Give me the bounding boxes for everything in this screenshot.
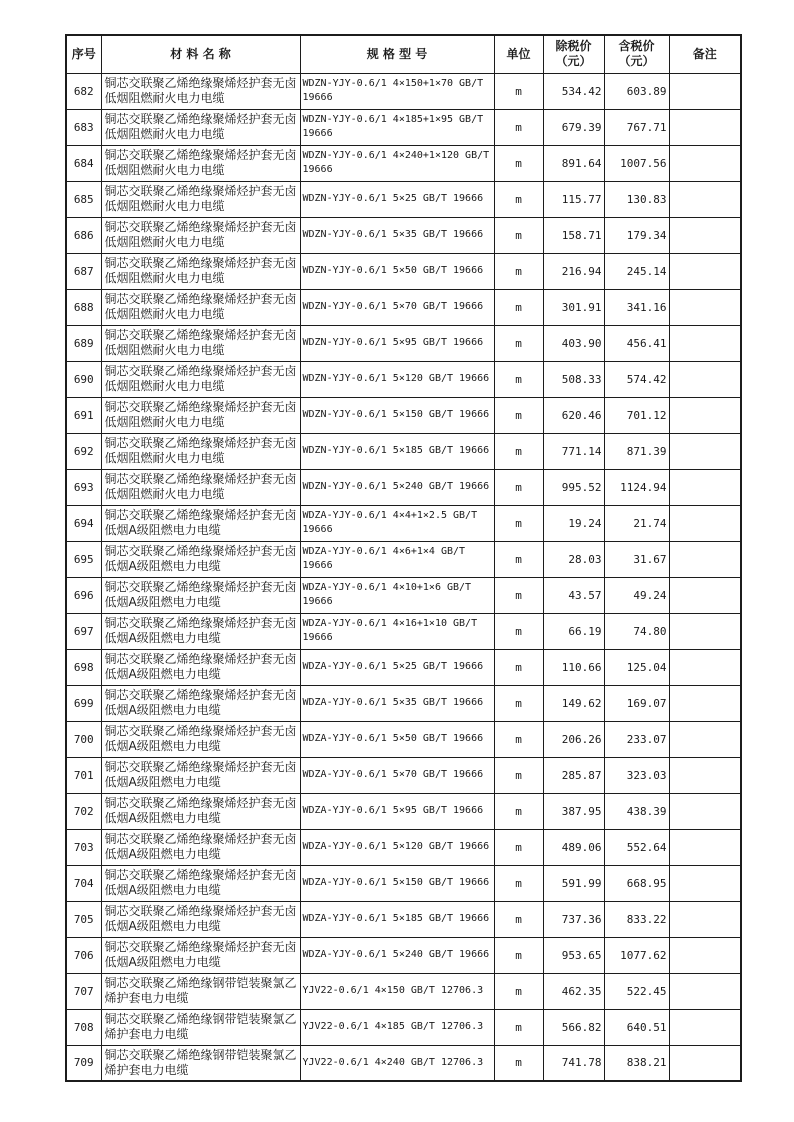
cell-remark (669, 433, 741, 469)
price-incl-tax-label-line2: （元） (618, 54, 655, 69)
material-price-table (65, 34, 742, 1082)
table-row (66, 973, 741, 1009)
cell-remark (669, 397, 741, 433)
table-row (66, 685, 741, 721)
cell-unit: m (494, 541, 543, 577)
table-row (66, 505, 741, 541)
cell-price-excl-tax: 115.77 (543, 181, 604, 217)
cell-spec-model: WDZN-YJY-0.6/1 5×120 GB/T 19666 (300, 361, 494, 397)
cell-remark (669, 757, 741, 793)
cell-unit: m (494, 649, 543, 685)
cell-unit: m (494, 109, 543, 145)
cell-material-name: 铜芯交联聚乙烯绝缘聚烯烃护套无卤低烟A级阻燃电力电缆 (101, 541, 300, 577)
table-row (66, 109, 741, 145)
cell-index: 682 (66, 73, 101, 109)
cell-index: 692 (66, 433, 101, 469)
cell-price-incl-tax: 125.04 (604, 649, 669, 685)
cell-price-incl-tax: 522.45 (604, 973, 669, 1009)
cell-remark (669, 253, 741, 289)
cell-price-excl-tax: 508.33 (543, 361, 604, 397)
cell-price-excl-tax: 110.66 (543, 649, 604, 685)
cell-price-excl-tax: 534.42 (543, 73, 604, 109)
cell-index: 709 (66, 1045, 101, 1081)
cell-material-name: 铜芯交联聚乙烯绝缘聚烯烃护套无卤低烟阻燃耐火电力电缆 (101, 325, 300, 361)
cell-unit: m (494, 433, 543, 469)
cell-index: 685 (66, 181, 101, 217)
cell-remark (669, 181, 741, 217)
cell-spec-model: WDZN-YJY-0.6/1 4×240+1×120 GB/T 19666 (300, 145, 494, 181)
cell-price-excl-tax: 149.62 (543, 685, 604, 721)
cell-unit: m (494, 145, 543, 181)
cell-index: 702 (66, 793, 101, 829)
cell-price-excl-tax: 620.46 (543, 397, 604, 433)
cell-price-incl-tax: 1007.56 (604, 145, 669, 181)
cell-index: 694 (66, 505, 101, 541)
cell-remark (669, 577, 741, 613)
cell-unit: m (494, 901, 543, 937)
cell-price-excl-tax: 301.91 (543, 289, 604, 325)
table-row (66, 145, 741, 181)
cell-index: 704 (66, 865, 101, 901)
table-row (66, 649, 741, 685)
cell-material-name: 铜芯交联聚乙烯绝缘钢带铠装聚氯乙烯护套电力电缆 (101, 1009, 300, 1045)
cell-price-excl-tax: 995.52 (543, 469, 604, 505)
cell-price-excl-tax: 771.14 (543, 433, 604, 469)
cell-material-name: 铜芯交联聚乙烯绝缘聚烯烃护套无卤低烟A级阻燃电力电缆 (101, 865, 300, 901)
table-row (66, 541, 741, 577)
table-row (66, 937, 741, 973)
table-row (66, 397, 741, 433)
cell-index: 701 (66, 757, 101, 793)
table-row (66, 829, 741, 865)
cell-spec-model: WDZA-YJY-0.6/1 5×150 GB/T 19666 (300, 865, 494, 901)
cell-unit: m (494, 577, 543, 613)
cell-spec-model: WDZA-YJY-0.6/1 5×25 GB/T 19666 (300, 649, 494, 685)
cell-remark (669, 289, 741, 325)
cell-remark (669, 685, 741, 721)
cell-price-excl-tax: 891.64 (543, 145, 604, 181)
cell-material-name: 铜芯交联聚乙烯绝缘聚烯烃护套无卤低烟A级阻燃电力电缆 (101, 721, 300, 757)
cell-price-incl-tax: 233.07 (604, 721, 669, 757)
cell-material-name: 铜芯交联聚乙烯绝缘聚烯烃护套无卤低烟阻燃耐火电力电缆 (101, 361, 300, 397)
cell-index: 691 (66, 397, 101, 433)
cell-unit: m (494, 289, 543, 325)
cell-remark (669, 721, 741, 757)
cell-material-name: 铜芯交联聚乙烯绝缘聚烯烃护套无卤低烟A级阻燃电力电缆 (101, 505, 300, 541)
cell-price-excl-tax: 489.06 (543, 829, 604, 865)
cell-material-name: 铜芯交联聚乙烯绝缘聚烯烃护套无卤低烟A级阻燃电力电缆 (101, 613, 300, 649)
cell-unit: m (494, 793, 543, 829)
table-row (66, 289, 741, 325)
cell-material-name: 铜芯交联聚乙烯绝缘聚烯烃护套无卤低烟阻燃耐火电力电缆 (101, 73, 300, 109)
cell-spec-model: WDZA-YJY-0.6/1 5×70 GB/T 19666 (300, 757, 494, 793)
table-row (66, 1045, 741, 1081)
cell-spec-model: WDZA-YJY-0.6/1 4×6+1×4 GB/T 19666 (300, 541, 494, 577)
cell-price-incl-tax: 603.89 (604, 73, 669, 109)
cell-price-incl-tax: 574.42 (604, 361, 669, 397)
cell-price-incl-tax: 438.39 (604, 793, 669, 829)
table-row (66, 325, 741, 361)
table-row (66, 577, 741, 613)
col-header-price-incl-tax (604, 35, 669, 73)
cell-unit: m (494, 181, 543, 217)
cell-price-incl-tax: 323.03 (604, 757, 669, 793)
cell-remark (669, 829, 741, 865)
cell-material-name: 铜芯交联聚乙烯绝缘聚烯烃护套无卤低烟A级阻燃电力电缆 (101, 685, 300, 721)
cell-spec-model: YJV22-0.6/1 4×150 GB/T 12706.3 (300, 973, 494, 1009)
table-row (66, 613, 741, 649)
cell-price-incl-tax: 74.80 (604, 613, 669, 649)
cell-price-excl-tax: 679.39 (543, 109, 604, 145)
cell-price-excl-tax: 43.57 (543, 577, 604, 613)
cell-spec-model: WDZN-YJY-0.6/1 5×25 GB/T 19666 (300, 181, 494, 217)
cell-unit: m (494, 721, 543, 757)
cell-unit: m (494, 325, 543, 361)
cell-unit: m (494, 757, 543, 793)
cell-unit: m (494, 685, 543, 721)
price-excl-tax-label-line2: （元） (555, 54, 592, 69)
table-row (66, 181, 741, 217)
cell-price-incl-tax: 668.95 (604, 865, 669, 901)
cell-index: 684 (66, 145, 101, 181)
cell-remark (669, 361, 741, 397)
cell-price-excl-tax: 566.82 (543, 1009, 604, 1045)
cell-price-incl-tax: 341.16 (604, 289, 669, 325)
cell-remark (669, 145, 741, 181)
cell-spec-model: YJV22-0.6/1 4×185 GB/T 12706.3 (300, 1009, 494, 1045)
table-row (66, 253, 741, 289)
cell-spec-model: WDZA-YJY-0.6/1 4×16+1×10 GB/T 19666 (300, 613, 494, 649)
cell-spec-model: WDZA-YJY-0.6/1 5×240 GB/T 19666 (300, 937, 494, 973)
col-header-spec: 规 格 型 号 (300, 35, 494, 73)
cell-index: 696 (66, 577, 101, 613)
cell-unit: m (494, 505, 543, 541)
cell-material-name: 铜芯交联聚乙烯绝缘聚烯烃护套无卤低烟A级阻燃电力电缆 (101, 829, 300, 865)
col-header-material: 材 料 名 称 (101, 35, 300, 73)
cell-price-excl-tax: 158.71 (543, 217, 604, 253)
cell-price-incl-tax: 130.83 (604, 181, 669, 217)
cell-index: 686 (66, 217, 101, 253)
cell-price-incl-tax: 245.14 (604, 253, 669, 289)
col-header-remark: 备注 (669, 35, 741, 73)
cell-price-incl-tax: 21.74 (604, 505, 669, 541)
cell-unit: m (494, 469, 543, 505)
cell-remark (669, 109, 741, 145)
cell-material-name: 铜芯交联聚乙烯绝缘聚烯烃护套无卤低烟阻燃耐火电力电缆 (101, 109, 300, 145)
cell-remark (669, 649, 741, 685)
cell-spec-model: WDZA-YJY-0.6/1 5×35 GB/T 19666 (300, 685, 494, 721)
col-header-price-excl-tax (543, 35, 604, 73)
cell-remark (669, 937, 741, 973)
cell-price-excl-tax: 741.78 (543, 1045, 604, 1081)
cell-unit: m (494, 73, 543, 109)
cell-index: 699 (66, 685, 101, 721)
cell-unit: m (494, 829, 543, 865)
cell-unit: m (494, 361, 543, 397)
cell-spec-model: WDZN-YJY-0.6/1 5×240 GB/T 19666 (300, 469, 494, 505)
cell-material-name: 铜芯交联聚乙烯绝缘聚烯烃护套无卤低烟A级阻燃电力电缆 (101, 793, 300, 829)
cell-index: 705 (66, 901, 101, 937)
cell-remark (669, 1045, 741, 1081)
cell-spec-model: WDZN-YJY-0.6/1 5×35 GB/T 19666 (300, 217, 494, 253)
cell-spec-model: WDZN-YJY-0.6/1 5×95 GB/T 19666 (300, 325, 494, 361)
cell-remark (669, 469, 741, 505)
cell-material-name: 铜芯交联聚乙烯绝缘聚烯烃护套无卤低烟阻燃耐火电力电缆 (101, 217, 300, 253)
cell-index: 688 (66, 289, 101, 325)
cell-remark (669, 793, 741, 829)
cell-price-incl-tax: 179.34 (604, 217, 669, 253)
cell-price-incl-tax: 640.51 (604, 1009, 669, 1045)
cell-material-name: 铜芯交联聚乙烯绝缘聚烯烃护套无卤低烟阻燃耐火电力电缆 (101, 433, 300, 469)
table-row (66, 1009, 741, 1045)
cell-material-name: 铜芯交联聚乙烯绝缘聚烯烃护套无卤低烟阻燃耐火电力电缆 (101, 289, 300, 325)
cell-unit: m (494, 865, 543, 901)
cell-spec-model: WDZA-YJY-0.6/1 5×95 GB/T 19666 (300, 793, 494, 829)
cell-price-incl-tax: 31.67 (604, 541, 669, 577)
cell-price-excl-tax: 387.95 (543, 793, 604, 829)
cell-spec-model: WDZA-YJY-0.6/1 4×10+1×6 GB/T 19666 (300, 577, 494, 613)
cell-index: 695 (66, 541, 101, 577)
cell-unit: m (494, 253, 543, 289)
cell-price-incl-tax: 767.71 (604, 109, 669, 145)
cell-material-name: 铜芯交联聚乙烯绝缘聚烯烃护套无卤低烟阻燃耐火电力电缆 (101, 253, 300, 289)
cell-unit: m (494, 397, 543, 433)
table-row (66, 361, 741, 397)
cell-price-excl-tax: 216.94 (543, 253, 604, 289)
cell-index: 698 (66, 649, 101, 685)
cell-material-name: 铜芯交联聚乙烯绝缘钢带铠装聚氯乙烯护套电力电缆 (101, 1045, 300, 1081)
cell-index: 689 (66, 325, 101, 361)
cell-price-excl-tax: 591.99 (543, 865, 604, 901)
cell-remark (669, 217, 741, 253)
cell-remark (669, 73, 741, 109)
cell-index: 687 (66, 253, 101, 289)
cell-remark (669, 505, 741, 541)
price-excl-tax-label-line1: 除税价 (555, 39, 592, 54)
cell-price-excl-tax: 462.35 (543, 973, 604, 1009)
cell-price-excl-tax: 953.65 (543, 937, 604, 973)
cell-material-name: 铜芯交联聚乙烯绝缘聚烯烃护套无卤低烟阻燃耐火电力电缆 (101, 397, 300, 433)
cell-index: 706 (66, 937, 101, 973)
cell-spec-model: WDZA-YJY-0.6/1 5×185 GB/T 19666 (300, 901, 494, 937)
cell-material-name: 铜芯交联聚乙烯绝缘钢带铠装聚氯乙烯护套电力电缆 (101, 973, 300, 1009)
cell-remark (669, 865, 741, 901)
cell-price-excl-tax: 403.90 (543, 325, 604, 361)
cell-spec-model: WDZN-YJY-0.6/1 4×185+1×95 GB/T 19666 (300, 109, 494, 145)
table-row (66, 721, 741, 757)
cell-spec-model: WDZA-YJY-0.6/1 4×4+1×2.5 GB/T 19666 (300, 505, 494, 541)
cell-index: 703 (66, 829, 101, 865)
cell-material-name: 铜芯交联聚乙烯绝缘聚烯烃护套无卤低烟A级阻燃电力电缆 (101, 649, 300, 685)
cell-unit: m (494, 613, 543, 649)
cell-price-excl-tax: 19.24 (543, 505, 604, 541)
cell-index: 708 (66, 1009, 101, 1045)
cell-index: 683 (66, 109, 101, 145)
col-header-unit: 单位 (494, 35, 543, 73)
cell-remark (669, 541, 741, 577)
cell-material-name: 铜芯交联聚乙烯绝缘聚烯烃护套无卤低烟阻燃耐火电力电缆 (101, 469, 300, 505)
cell-price-incl-tax: 833.22 (604, 901, 669, 937)
cell-remark (669, 973, 741, 1009)
cell-price-excl-tax: 737.36 (543, 901, 604, 937)
table-row (66, 433, 741, 469)
table-row (66, 73, 741, 109)
cell-price-incl-tax: 838.21 (604, 1045, 669, 1081)
cell-price-incl-tax: 456.41 (604, 325, 669, 361)
cell-price-excl-tax: 285.87 (543, 757, 604, 793)
table-row (66, 901, 741, 937)
cell-price-excl-tax: 28.03 (543, 541, 604, 577)
cell-spec-model: WDZN-YJY-0.6/1 5×185 GB/T 19666 (300, 433, 494, 469)
cell-spec-model: WDZN-YJY-0.6/1 5×150 GB/T 19666 (300, 397, 494, 433)
cell-price-excl-tax: 206.26 (543, 721, 604, 757)
col-header-index: 序号 (66, 35, 101, 73)
header-row (66, 35, 741, 73)
cell-price-incl-tax: 871.39 (604, 433, 669, 469)
cell-material-name: 铜芯交联聚乙烯绝缘聚烯烃护套无卤低烟A级阻燃电力电缆 (101, 757, 300, 793)
table-row (66, 217, 741, 253)
cell-unit: m (494, 217, 543, 253)
cell-price-incl-tax: 1124.94 (604, 469, 669, 505)
cell-unit: m (494, 937, 543, 973)
cell-index: 690 (66, 361, 101, 397)
cell-unit: m (494, 1009, 543, 1045)
cell-remark (669, 1009, 741, 1045)
cell-index: 693 (66, 469, 101, 505)
cell-unit: m (494, 973, 543, 1009)
cell-price-incl-tax: 701.12 (604, 397, 669, 433)
cell-price-incl-tax: 169.07 (604, 685, 669, 721)
cell-material-name: 铜芯交联聚乙烯绝缘聚烯烃护套无卤低烟阻燃耐火电力电缆 (101, 145, 300, 181)
cell-price-incl-tax: 1077.62 (604, 937, 669, 973)
cell-price-incl-tax: 552.64 (604, 829, 669, 865)
cell-material-name: 铜芯交联聚乙烯绝缘聚烯烃护套无卤低烟A级阻燃电力电缆 (101, 901, 300, 937)
cell-remark (669, 901, 741, 937)
cell-material-name: 铜芯交联聚乙烯绝缘聚烯烃护套无卤低烟阻燃耐火电力电缆 (101, 181, 300, 217)
table-row (66, 865, 741, 901)
cell-remark (669, 325, 741, 361)
cell-spec-model: WDZA-YJY-0.6/1 5×50 GB/T 19666 (300, 721, 494, 757)
cell-spec-model: WDZN-YJY-0.6/1 5×50 GB/T 19666 (300, 253, 494, 289)
cell-material-name: 铜芯交联聚乙烯绝缘聚烯烃护套无卤低烟A级阻燃电力电缆 (101, 577, 300, 613)
table-row (66, 757, 741, 793)
cell-spec-model: WDZN-YJY-0.6/1 4×150+1×70 GB/T 19666 (300, 73, 494, 109)
cell-price-incl-tax: 49.24 (604, 577, 669, 613)
cell-remark (669, 613, 741, 649)
cell-spec-model: WDZA-YJY-0.6/1 5×120 GB/T 19666 (300, 829, 494, 865)
table-row (66, 469, 741, 505)
cell-spec-model: WDZN-YJY-0.6/1 5×70 GB/T 19666 (300, 289, 494, 325)
cell-price-excl-tax: 66.19 (543, 613, 604, 649)
price-incl-tax-label-line1: 含税价 (618, 39, 655, 54)
cell-index: 700 (66, 721, 101, 757)
cell-spec-model: YJV22-0.6/1 4×240 GB/T 12706.3 (300, 1045, 494, 1081)
cell-index: 707 (66, 973, 101, 1009)
cell-index: 697 (66, 613, 101, 649)
table-row (66, 793, 741, 829)
cell-unit: m (494, 1045, 543, 1081)
cell-material-name: 铜芯交联聚乙烯绝缘聚烯烃护套无卤低烟A级阻燃电力电缆 (101, 937, 300, 973)
